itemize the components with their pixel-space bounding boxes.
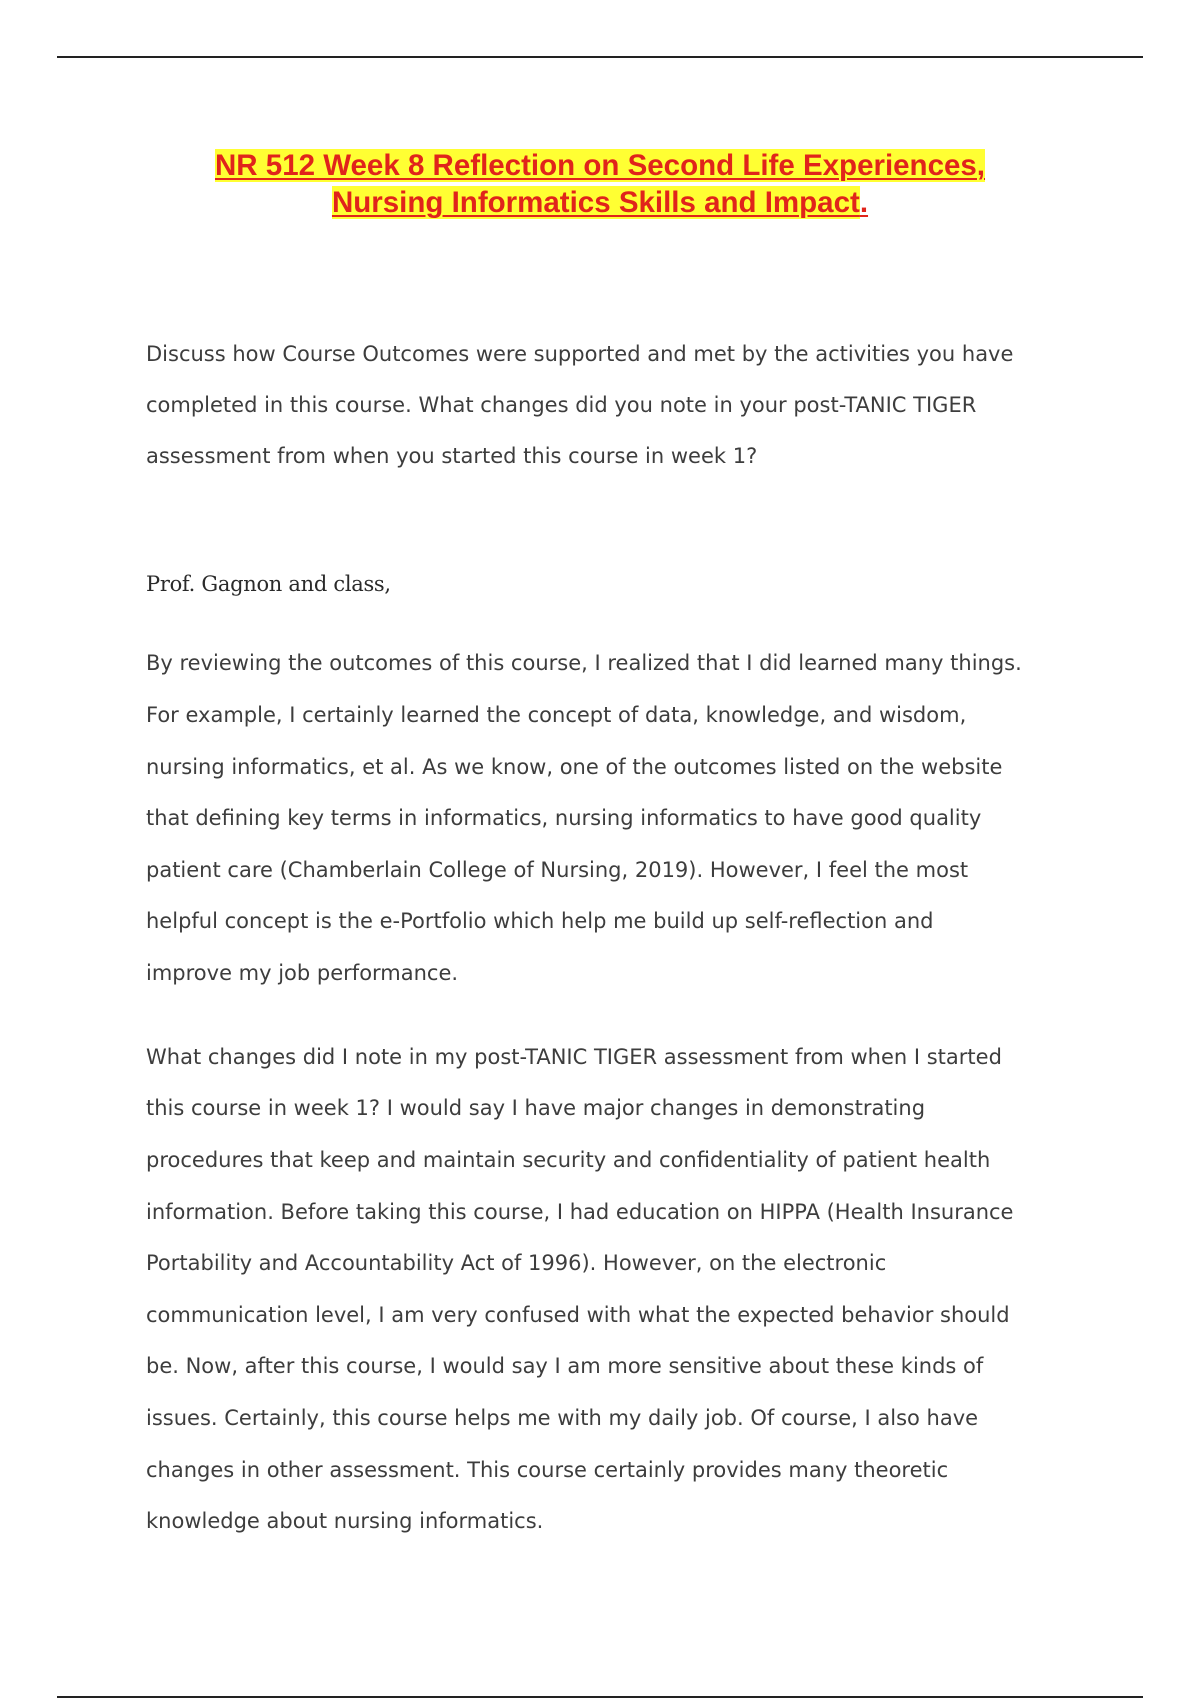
title-line-2	[0, 184, 1200, 221]
title-line-2-end: .	[859, 186, 869, 219]
document-title	[0, 147, 1200, 221]
title-line-1-text: NR 512 Week 8 Reflection on Second Life Experiences,	[215, 149, 985, 182]
title-line-1	[0, 147, 1200, 184]
salutation: Prof. Gagnon and class,	[146, 572, 391, 596]
bottom-rule	[57, 1696, 1143, 1698]
title-line-2-text: Nursing Informatics Skills and Impact	[331, 186, 860, 219]
top-rule	[57, 56, 1143, 58]
